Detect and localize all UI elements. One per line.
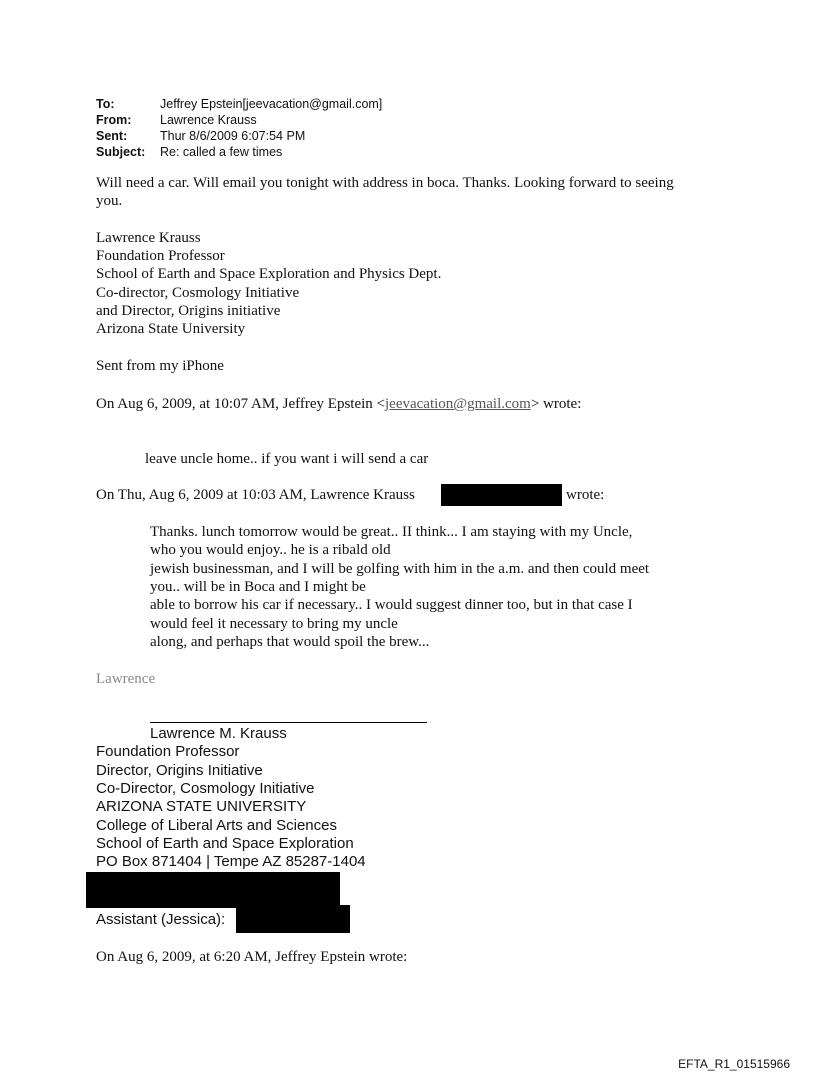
subject-label: Subject: <box>96 145 146 159</box>
reply-2-line: jewish businessman, and I will be golfing with him in the a.m. and then could meet <box>150 561 650 577</box>
signature-2-line: ARIZONA STATE UNIVERSITY <box>96 798 307 815</box>
header-subject-row <box>96 144 516 160</box>
quote-attribution-1 <box>96 395 581 413</box>
header-sent-row <box>96 128 516 144</box>
quote-attribution-3: On Aug 6, 2009, at 6:20 AM, Jeffrey Epstein wrote: <box>96 949 408 965</box>
signature-2-name: Lawrence M. Krauss <box>150 725 287 742</box>
header-to-row <box>96 96 516 112</box>
signoff: Lawrence <box>96 671 156 687</box>
redaction-box <box>441 484 562 506</box>
body-line-1: Will need a car. Will email you tonight with address in boca. Thanks. Looking forward to seeing <box>96 175 674 191</box>
subject-value: Re: called a few times <box>160 145 283 159</box>
signature-2-line: PO Box 871404 | Tempe AZ 85287-1404 <box>96 853 366 870</box>
reply-1: leave uncle home.. if you want i will send a car <box>145 451 429 467</box>
sent-value: Thur 8/6/2009 6:07:54 PM <box>160 129 306 143</box>
body-line-2: you. <box>96 193 123 209</box>
from-value: Lawrence Krauss <box>160 113 257 127</box>
reply-2-line: able to borrow his car if necessary.. I would suggest dinner too, but in that case I <box>150 597 633 613</box>
reply-2-line: would feel it necessary to bring my uncle <box>150 616 398 632</box>
sent-from-line: Sent from my iPhone <box>96 358 224 374</box>
reply-2-line: who you would enjoy.. he is a ribald old <box>150 542 391 558</box>
document-id: EFTA_R1_01515966 <box>678 1057 790 1071</box>
signature-2-line: College of Liberal Arts and Sciences <box>96 817 337 834</box>
quote-attribution-2-suffix: wrote: <box>566 487 605 503</box>
signature-2-line: School of Earth and Space Exploration <box>96 835 354 852</box>
quote-1-prefix: On Aug 6, 2009, at 10:07 AM, Jeffrey Epstein < <box>96 396 385 412</box>
signature-2-line: Director, Origins Initiative <box>96 762 263 779</box>
signature-2-line: Foundation Professor <box>96 743 240 760</box>
from-label: From: <box>96 113 132 127</box>
to-value: Jeffrey Epstein[jeevacation@gmail.com] <box>160 97 383 111</box>
redaction-box <box>236 905 350 933</box>
quote-attribution-2-prefix: On Thu, Aug 6, 2009 at 10:03 AM, Lawrence Krauss <box>96 487 415 503</box>
reply-2-line: along, and perhaps that would spoil the brew... <box>150 634 430 650</box>
signature-line: Co-director, Cosmology Initiative <box>96 285 300 301</box>
redaction-box <box>86 872 340 908</box>
signature-line: School of Earth and Space Exploration and Physics Dept. <box>96 266 442 282</box>
assistant-label: Assistant (Jessica): <box>96 911 226 928</box>
reply-2-line: Thanks. lunch tomorrow would be great.. II think... I am staying with my Uncle, <box>150 524 633 540</box>
sent-label: Sent: <box>96 129 128 143</box>
signature-line: Lawrence Krauss <box>96 230 201 246</box>
signature-line: and Director, Origins initiative <box>96 303 281 319</box>
to-label: To: <box>96 97 115 111</box>
signature-line: Arizona State University <box>96 321 246 337</box>
email-link[interactable]: jeevacation@gmail.com <box>385 396 531 412</box>
email-header <box>96 96 516 160</box>
signature-line: Foundation Professor <box>96 248 225 264</box>
signature-2-line: Co-Director, Cosmology Initiative <box>96 780 315 797</box>
quote-1-suffix: > wrote: <box>530 396 582 412</box>
reply-2-line: you.. will be in Boca and I might be <box>150 579 366 595</box>
signature-divider <box>150 722 427 723</box>
header-from-row <box>96 112 516 128</box>
